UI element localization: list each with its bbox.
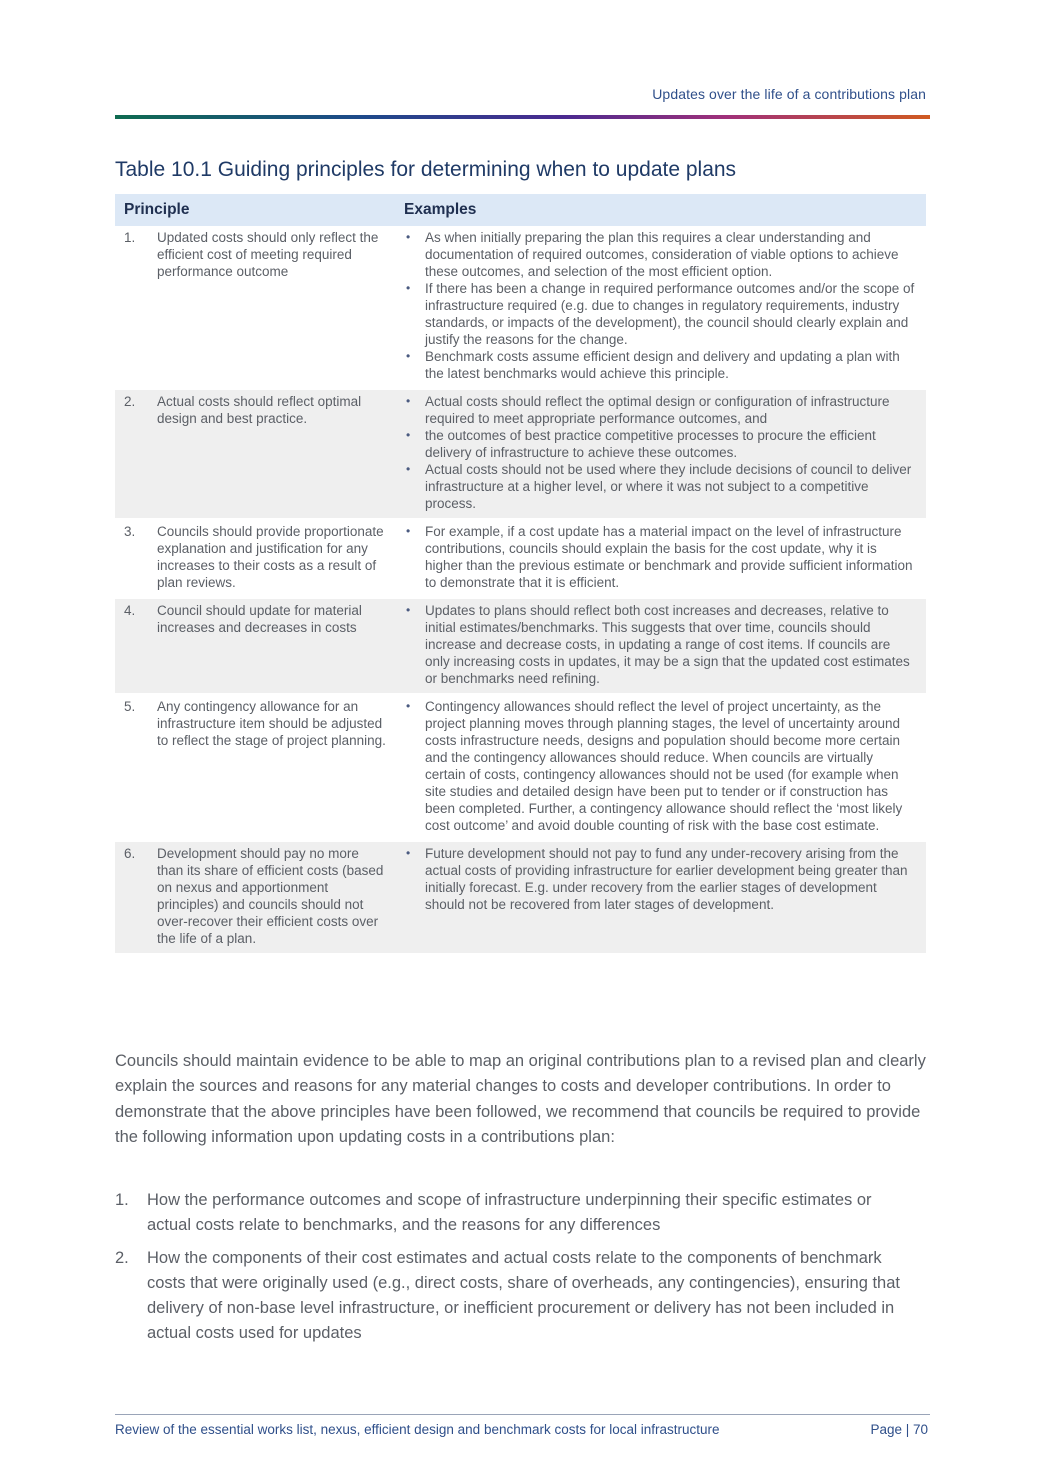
table-row <box>115 598 926 694</box>
examples-cell <box>395 389 926 519</box>
principle-text: Updated costs should only reflect the efficient cost of meeting required performance outcome <box>157 230 379 279</box>
page-number: Page | 70 <box>870 1422 928 1437</box>
table-row <box>115 519 926 598</box>
running-header: Updates over the life of a contributions plan <box>652 86 926 102</box>
principles-table <box>115 194 926 955</box>
header-accent-rule <box>115 115 930 119</box>
table-row <box>115 841 926 954</box>
recommendation-list <box>115 1188 905 1354</box>
footer-rule <box>115 1414 930 1415</box>
principle-number: 5. <box>124 699 136 714</box>
examples-cell <box>395 519 926 598</box>
principle-cell <box>115 389 395 519</box>
principle-text: Development should pay no more than its share of efficient costs (based on nexus and apportionment principles) and councils should not over-recover their efficient costs over the life of a plan. <box>157 846 384 946</box>
principle-cell <box>115 519 395 598</box>
column-header-principle: Principle <box>115 194 395 226</box>
principle-number: 4. <box>124 603 136 618</box>
list-item-number: 2. <box>115 1248 129 1267</box>
list-item <box>115 1246 905 1347</box>
principle-text: Any contingency allowance for an infrastructure item should be adjusted to reflect the stage of project planning. <box>157 699 386 748</box>
list-item-number: 1. <box>115 1191 129 1209</box>
example-item: • As when initially preparing the plan this requires a clear understanding and documentation of required outcomes, consideration of viable options to achieve these outcomes, and selection of the most efficient option. <box>425 229 917 280</box>
principle-cell <box>115 226 395 389</box>
principle-cell <box>115 841 395 954</box>
table-row <box>115 694 926 841</box>
example-item: • the outcomes of best practice competitive processes to procure the efficient delivery of infrastructure to achieve these outcomes. <box>425 427 917 461</box>
examples-cell <box>395 841 926 954</box>
column-header-examples: Examples <box>395 194 926 226</box>
principle-number: 2. <box>124 394 136 409</box>
example-item: • Updates to plans should reflect both cost increases and decreases, relative to initial estimates/benchmarks. This suggests that over time, councils should increase and decrease costs, in updating a range of cost items. If councils are only increasing costs in updates, it may be a sign that the updated cost estimates or benchmarks need refining. <box>425 602 917 687</box>
example-item: • Future development should not pay to fund any under-recovery arising from the actual costs of providing infrastructure for earlier development being greater than initially forecast. E.g. under recovery from the earlier stages of development should not be recovered from later stages of development. <box>425 845 917 913</box>
principle-cell <box>115 694 395 841</box>
principle-number: 3. <box>124 524 136 539</box>
table-row <box>115 389 926 519</box>
examples-cell <box>395 226 926 389</box>
example-item: • Contingency allowances should reflect the level of project uncertainty, as the project planning moves through planning stages, the level of uncertainty around costs infrastructure needs, designs and population should become more certain and the contingency allowances should reduce. When councils are virtually certain of costs, contingency allowances should not be used (for example when site studies and detailed design have been put to tender or if construction has been completed. Further, a contingency allowance should reflect the ‘most likely cost outcome’ and avoid double counting of risk with the base cost estimate. <box>425 698 917 834</box>
principle-text: Council should update for material increases and decreases in costs <box>157 603 362 635</box>
example-item: • Actual costs should not be used where they include decisions of council to deliver infrastructure at a higher level, or where it was not subject to a competitive process. <box>425 461 917 512</box>
example-item: • Benchmark costs assume efficient design and delivery and updating a plan with the latest benchmarks would achieve this principle. <box>425 348 917 382</box>
footer-title: Review of the essential works list, nexus, efficient design and benchmark costs for local infrastructure <box>115 1422 720 1437</box>
principle-text: Actual costs should reflect optimal design and best practice. <box>157 394 362 426</box>
body-paragraph: Councils should maintain evidence to be able to map an original contributions plan to a revised plan and clearly explain the sources and reasons for any material changes to costs and developer contributions. In order to demonstrate that the above principles have been followed, we recommend that councils be required to provide the following information upon updating costs in a contributions plan: <box>115 1052 926 1146</box>
table-row <box>115 226 926 389</box>
principle-number: 6. <box>124 846 136 861</box>
table-title: Table 10.1 Guiding principles for determining when to update plans <box>115 158 737 181</box>
principle-number: 1. <box>124 230 136 245</box>
table-header-row <box>115 194 926 226</box>
principle-cell <box>115 598 395 694</box>
list-item <box>115 1188 905 1239</box>
examples-cell <box>395 694 926 841</box>
list-item-text: How the components of their cost estimates and actual costs relate to the components of benchmark costs that were originally used (e.g., direct costs, share of overheads, any contingencies), ensuring that delivery of non-base level infrastructure, or inefficient procurement or delivery has not been included in actual costs used for updates <box>147 1248 900 1343</box>
examples-cell <box>395 598 926 694</box>
example-item: • If there has been a change in required performance outcomes and/or the scope of infrastructure required (e.g. due to changes in regulatory requirements, industry standards, or impacts of the development), the council should clearly explain and justify the reasons for the change. <box>425 280 917 348</box>
list-item-text: How the performance outcomes and scope of infrastructure underpinning their specific estimates or actual costs relate to benchmarks, and the reasons for any differences <box>147 1191 872 1235</box>
example-item: • Actual costs should reflect the optimal design or configuration of infrastructure required to meet appropriate performance outcomes, and <box>425 393 917 427</box>
example-item: • For example, if a cost update has a material impact on the level of infrastructure contributions, councils should explain the basis for the cost update, why it is higher than the previous estimate or benchmark and provide sufficient information to demonstrate that it is efficient. <box>425 523 917 591</box>
principle-text: Councils should provide proportionate explanation and justification for any increases to their costs as a result of plan reviews. <box>157 524 384 590</box>
